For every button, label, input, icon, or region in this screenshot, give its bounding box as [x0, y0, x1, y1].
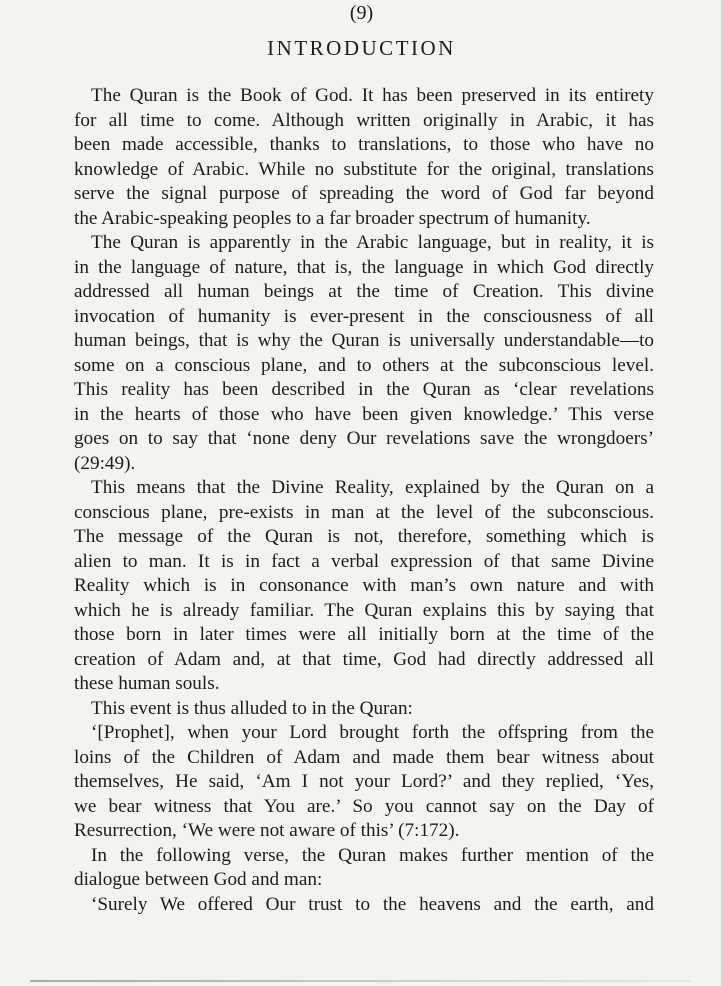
- text-line: ‘[Prophet], when your Lord brought forth the offspring from the: [91, 722, 654, 743]
- text-line: In the following verse, the Quran makes further mention of the: [91, 844, 654, 866]
- text-line: knowledge of Arabic. While no substitute for the original, translations: [74, 158, 654, 180]
- text-line: creation of Adam and, at that time, God had directly addressed all: [74, 648, 654, 670]
- text-line: alien to man. It is in fact a verbal expression of that same Divine: [74, 550, 654, 572]
- text-line: in the hearts of those who have been given knowledge.’ This verse: [74, 403, 654, 425]
- chapter-title: INTRODUCTION: [267, 36, 456, 60]
- text-line: serve the signal purpose of spreading the word of God far beyond: [74, 183, 654, 204]
- text-line: loins of the Children of Adam and made them bear witness about: [74, 746, 654, 768]
- scan-shadow: [30, 980, 690, 982]
- text-line: ‘Surely We offered Our trust to the heavens and the earth, and: [91, 893, 654, 915]
- text-line: dialogue between God and man:: [74, 869, 323, 890]
- text-line: in the language of nature, that is, the language in which God directly: [74, 256, 654, 278]
- text-line: we bear witness that You are.’ So you cannot say on the Day of: [74, 795, 654, 817]
- paragraph: [74, 231, 654, 476]
- paragraph: [74, 84, 654, 231]
- text-line: conscious plane, pre-exists in man at the level of the subconscious.: [74, 501, 654, 523]
- paragraph: [74, 697, 654, 722]
- paragraph: [74, 893, 654, 918]
- text-line: (29:49).: [74, 452, 136, 474]
- text-line: Reality which is in consonance with man’s own nature and with: [74, 575, 654, 596]
- text-line: goes on to say that ‘none deny Our revelations save the wrongdoers’: [74, 428, 654, 449]
- text-line: for all time to come. Although written originally in Arabic, it has: [74, 109, 654, 131]
- text-line: which he is already familiar. The Quran explains this by saying that: [74, 599, 654, 621]
- text-line: invocation of humanity is ever-present in the consciousness of all: [74, 305, 654, 327]
- paragraph: [74, 476, 654, 697]
- text-line: these human souls.: [74, 673, 220, 694]
- body-text: [74, 84, 654, 917]
- text-line: been made accessible, thanks to translations, to those who have no: [74, 134, 654, 155]
- text-line: This means that the Divine Reality, explained by the Quran on a: [91, 477, 654, 498]
- text-line: addressed all human beings at the time of Creation. This divine: [74, 281, 654, 302]
- text-line: the Arabic-speaking peoples to a far broader spectrum of humanity.: [74, 207, 591, 229]
- text-line: themselves, He said, ‘Am I not your Lord?’ and they replied, ‘Yes,: [74, 771, 654, 792]
- text-line: The message of the Quran is not, therefore, something which is: [74, 526, 654, 547]
- text-line: This reality has been described in the Quran as ‘clear revelations: [74, 379, 654, 400]
- text-line: The Quran is the Book of God. It has been preserved in its entirety: [91, 85, 654, 106]
- text-line: The Quran is apparently in the Arabic language, but in reality, it is: [91, 232, 654, 253]
- text-line: Resurrection, ‘We were not aware of this’ (7:172).: [74, 820, 460, 841]
- text-line: those born in later times were all initially born at the time of the: [74, 624, 654, 645]
- text-line: human beings, that is why the Quran is universally understandable—to: [74, 330, 654, 351]
- paragraph: [74, 721, 654, 844]
- page-number: (9): [349, 2, 374, 24]
- paragraph: [74, 844, 654, 893]
- text-line: This event is thus alluded to in the Quran:: [91, 697, 413, 719]
- text-line: some on a conscious plane, and to others at the subconscious level.: [74, 354, 654, 376]
